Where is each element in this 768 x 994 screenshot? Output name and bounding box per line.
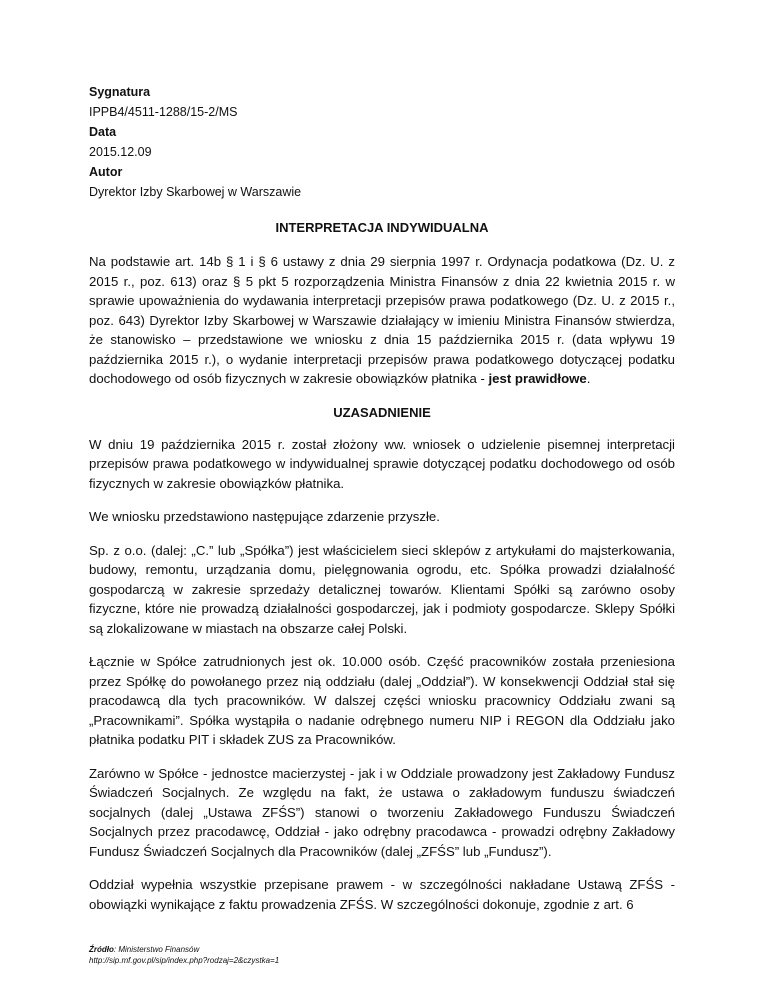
author-label: Autor xyxy=(89,165,123,179)
interpretation-heading: INTERPRETACJA INDYWIDUALNA xyxy=(275,220,489,235)
justification-heading: UZASADNIENIE xyxy=(333,404,431,420)
paragraph-4: Łącznie w Spółce zatrudnionych jest ok. 10.000 osób. Część pracowników została przeniesiona przez Spółkę do powołanego przez nią oddziału (dalej „Oddział”). W konsekwencji Oddział stał się pracodawcą dla tych pracowników. W dalszej części wniosku pracownicy Oddziału zwani są „Pracownikami”. Spółka wystąpiła o nadanie odrębnego numeru NIP i REGON dla Oddziału jako płatnika podatku PIT i składek ZUS za Pracowników. xyxy=(89,654,675,747)
paragraph-1: W dniu 19 października 2015 r. został złożony ww. wniosek o udzielenie pisemnej interpretacji przepisów prawa podatkowego w indywidualnej sprawie dotyczącej podatku dochodowego od osób fizycznych w zakresie obowiązków płatnika. xyxy=(89,436,675,491)
signature-label: Sygnatura xyxy=(89,85,151,99)
paragraph-5: Zarówno w Spółce - jednostce macierzystej - jak i w Oddziale prowadzony jest Zakładowy Fundusz Świadczeń Socjalnych. Ze względu na fakt, że ustawa o zakładowym funduszu świadczeń socjalnych (dalej „Ustawa ZFŚS”) stanowi o tworzeniu Zakładowego Funduszu Świadczeń Socjalnych przez pracodawcę, Oddział - jako odrębny pracodawca - prowadzi odrębny Zakładowy Fundusz Świadczeń Socjalnych dla Pracowników (dalej „ZFŚS” lub „Fundusz”). xyxy=(89,765,675,859)
verdict-text: jest prawidłowe xyxy=(488,371,587,386)
author-value: Dyrektor Izby Skarbowej w Warszawie xyxy=(89,185,302,199)
paragraph-6: Oddział wypełnia wszystkie przepisane prawem - w szczególności nakładane Ustawą ZFŚS - obowiązki wynikające z faktu prowadzenia ZFŚS. W szczególności dokonuje, zgodnie z art. 6 xyxy=(89,877,675,912)
source-label: Źródło xyxy=(89,945,114,954)
date-value: 2015.12.09 xyxy=(89,145,152,159)
source-url: http://sip.mf.gov.pl/sip/index.php?rodzaj=2&czystka=1 xyxy=(89,956,280,965)
footer-source xyxy=(89,944,489,966)
intro-paragraph xyxy=(89,252,675,389)
document-content xyxy=(89,82,675,928)
signature-value: IPPB4/4511-1288/15-2/MS xyxy=(89,105,238,119)
intro-end: . xyxy=(586,371,591,386)
source-value: : Ministerstwo Finansów xyxy=(113,945,200,954)
paragraph-3: Sp. z o.o. (dalej: „C.” lub „Spółka”) jest właścicielem sieci sklepów z artykułami do majsterkowania, budowy, remontu, urządzania domu, pielęgnowania ogrodu, etc. Spółka prowadzi działalność gospodarczą w zakresie sprzedaży detalicznej towarów. Klientami Spółki są zarówno osoby fizyczne, które nie prowadzą działalności gospodarczej, jak i podmioty gospodarcze. Sklepy Spółki są zlokalizowane w miastach na obszarze całej Polski. xyxy=(89,542,675,636)
paragraph-2: We wniosku przedstawiono następujące zdarzenie przyszłe. xyxy=(89,509,440,524)
metadata-block xyxy=(89,82,675,202)
intro-text: Na podstawie art. 14b § 1 i § 6 ustawy z dnia 29 sierpnia 1997 r. Ordynacja podatkowa (Dz. U. z 2015 r., poz. 613) oraz § 5 pkt 5 rozporządzenia Ministra Finansów z dnia 22 kwietnia 2015 r. w sprawie upoważnienia do wydawania interpretacji przepisów prawa podatkowego (Dz. U. z 2015 r., poz. 643) Dyrektor Izby Skarbowej w Warszawie działający w imieniu Ministra Finansów stwierdza, że stanowisko – przedstawione we wniosku z dnia 15 października 2015 r. (data wpływu 19 października 2015 r.), o wydanie interpretacji przepisów prawa podatkowego dotyczącej podatku dochodowego od osób fizycznych w zakresie obowiązków płatnika - xyxy=(89,254,675,386)
date-label: Data xyxy=(89,125,117,139)
